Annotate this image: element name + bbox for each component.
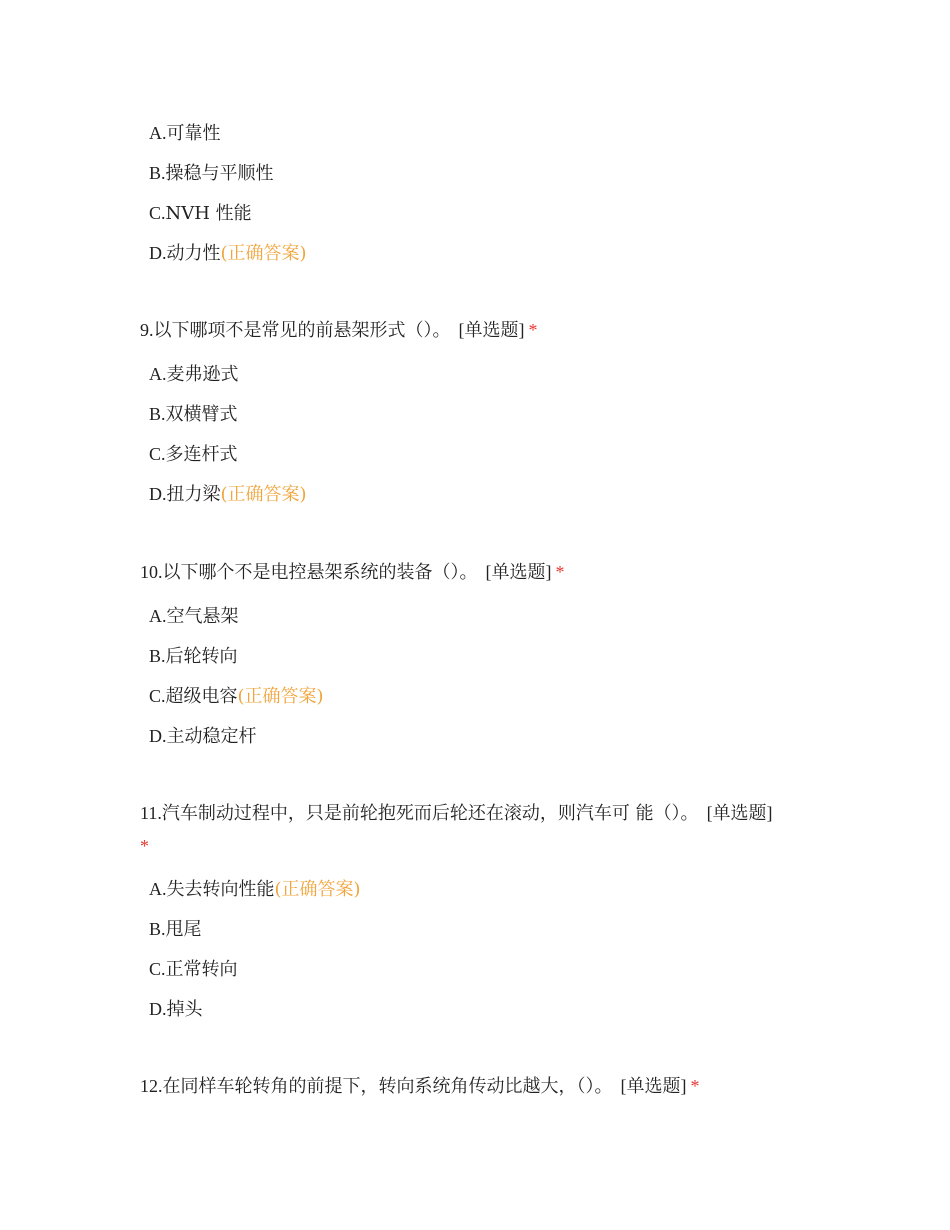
question-title — [140, 555, 810, 590]
option-q11-a[interactable] — [149, 877, 361, 902]
option-text: 失去转向性能 — [166, 879, 275, 900]
option-letter: D. — [149, 484, 167, 504]
option-q8-d[interactable] — [149, 241, 307, 266]
required-mark: * — [555, 562, 565, 582]
option-text: 掉头 — [166, 999, 203, 1020]
correct-answer-tag: (正确答案) — [220, 484, 307, 505]
option-letter: A. — [149, 123, 167, 143]
question-text: 以下哪个不是电控悬架系统的装备（）。 — [162, 562, 478, 583]
option-q8-a[interactable] — [149, 121, 221, 146]
option-letter: D. — [149, 726, 167, 746]
question-number: 11. — [140, 803, 162, 823]
correct-answer-tag: (正确答案) — [274, 879, 361, 900]
option-q9-b[interactable] — [149, 402, 238, 427]
question-number: 10. — [140, 562, 163, 582]
option-letter: A. — [149, 879, 167, 899]
required-mark: * — [690, 1076, 700, 1096]
option-text: 多连杆式 — [165, 444, 238, 465]
option-letter: C. — [149, 686, 166, 706]
option-letter: A. — [149, 364, 167, 384]
option-letter: B. — [149, 919, 166, 939]
required-mark: * — [140, 836, 149, 856]
correct-answer-tag: (正确答案) — [237, 686, 324, 707]
option-text: 操稳与平顺性 — [165, 163, 274, 184]
question-text: 汽车制动过程中，只是前轮抱死而后轮还在滚动，则汽车可 能（）。 — [161, 803, 699, 824]
correct-answer-tag: (正确答案) — [220, 243, 307, 264]
option-q9-a[interactable] — [149, 362, 239, 387]
option-q10-c[interactable] — [149, 684, 324, 709]
option-text: 可靠性 — [166, 123, 221, 144]
required-mark: * — [528, 320, 538, 340]
question-number: 12. — [140, 1076, 163, 1096]
option-letter: B. — [149, 646, 166, 666]
option-letter: C. — [149, 444, 166, 464]
question-text: 以下哪项不是常见的前悬架形式（）。 — [153, 320, 451, 341]
question-text: 在同样车轮转角的前提下，转向系统角传动比越大，（）。 — [162, 1076, 613, 1097]
option-q11-b[interactable] — [149, 917, 202, 942]
option-text: 主动稳定杆 — [166, 726, 257, 747]
option-letter: D. — [149, 243, 167, 263]
question-number: 9. — [140, 320, 154, 340]
option-text: NVH 性能 — [165, 203, 252, 224]
option-text: 甩尾 — [165, 919, 202, 940]
option-text: 正常转向 — [165, 959, 238, 980]
option-text: 动力性 — [166, 243, 221, 264]
option-q8-b[interactable] — [149, 161, 274, 186]
question-type: [单选题] — [706, 803, 773, 823]
option-letter: C. — [149, 203, 166, 223]
option-letter: A. — [149, 606, 167, 626]
option-text: 后轮转向 — [165, 646, 238, 667]
option-q9-c[interactable] — [149, 442, 238, 467]
option-q10-a[interactable] — [149, 604, 239, 629]
option-letter: B. — [149, 163, 166, 183]
option-text: 空气悬架 — [166, 606, 239, 627]
question-type: [单选题] — [485, 562, 552, 582]
option-q11-d[interactable] — [149, 997, 203, 1022]
option-q10-d[interactable] — [149, 724, 257, 749]
option-text: 扭力梁 — [166, 484, 221, 505]
question-type: [单选题] — [458, 320, 525, 340]
option-text: 双横臂式 — [165, 404, 238, 425]
question-title — [140, 313, 810, 348]
option-letter: C. — [149, 959, 166, 979]
option-q11-c[interactable] — [149, 957, 238, 982]
option-letter: D. — [149, 999, 167, 1019]
question-type: [单选题] — [620, 1076, 687, 1096]
question-title — [140, 796, 810, 831]
option-q9-d[interactable] — [149, 482, 307, 507]
question-title — [140, 1069, 810, 1104]
option-letter: B. — [149, 404, 166, 424]
option-q8-c[interactable] — [149, 201, 252, 226]
option-text: 麦弗逊式 — [166, 364, 239, 385]
option-q10-b[interactable] — [149, 644, 238, 669]
option-text: 超级电容 — [165, 686, 238, 707]
